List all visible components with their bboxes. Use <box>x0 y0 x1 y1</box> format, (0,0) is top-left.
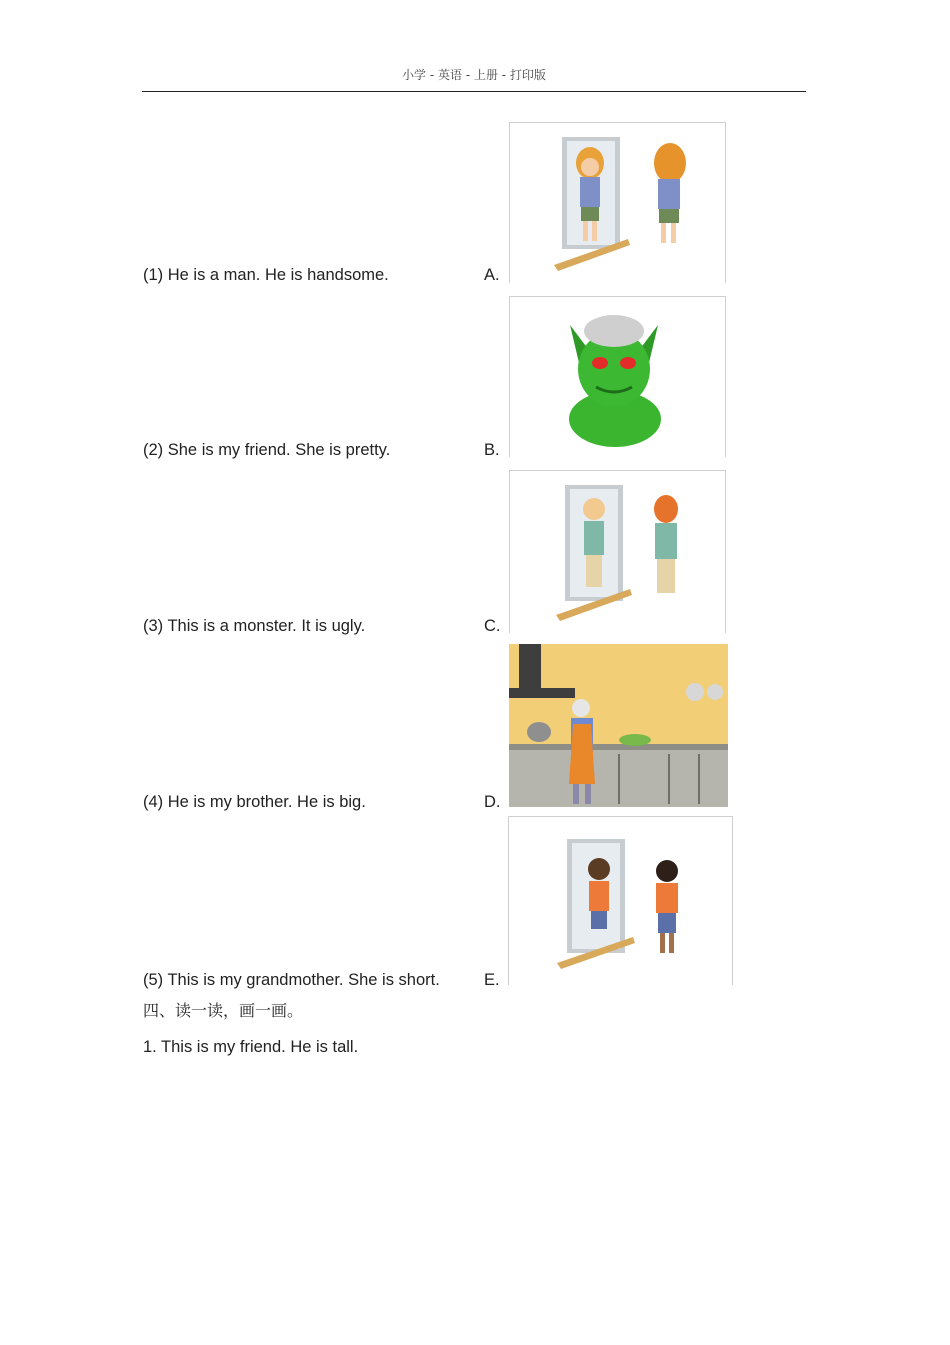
picture-b <box>509 296 726 457</box>
option-label-b: B. <box>484 441 500 459</box>
option-label-d: D. <box>484 793 501 811</box>
sentence-3: (3) This is a monster. It is ugly. <box>143 617 366 635</box>
picture-c <box>509 470 726 633</box>
page-header: 小学 - 英语 - 上册 - 打印版 <box>402 68 546 82</box>
kitchen-grandmother-illustration <box>509 644 728 807</box>
sentence-4: (4) He is my brother. He is big. <box>143 793 366 811</box>
boy-mirror-illustration <box>510 471 725 633</box>
sentence-5: (5) This is my grandmother. She is short. <box>143 971 440 989</box>
monster-illustration <box>510 297 725 457</box>
option-label-e: E. <box>484 971 500 989</box>
option-label-a: A. <box>484 266 500 284</box>
section-4-title: 四、读一读，画一画。 <box>143 1001 304 1020</box>
picture-e <box>508 816 733 985</box>
picture-a <box>509 122 726 283</box>
short-boy-mirror-illustration <box>509 817 732 985</box>
section-4-question-1: 1. This is my friend. He is tall. <box>143 1038 359 1056</box>
header-rule <box>142 91 806 92</box>
sentence-1: (1) He is a man. He is handsome. <box>143 266 389 284</box>
picture-d <box>509 644 728 807</box>
option-label-c: C. <box>484 617 501 635</box>
girl-mirror-illustration <box>510 123 725 283</box>
sentence-2: (2) She is my friend. She is pretty. <box>143 441 391 459</box>
